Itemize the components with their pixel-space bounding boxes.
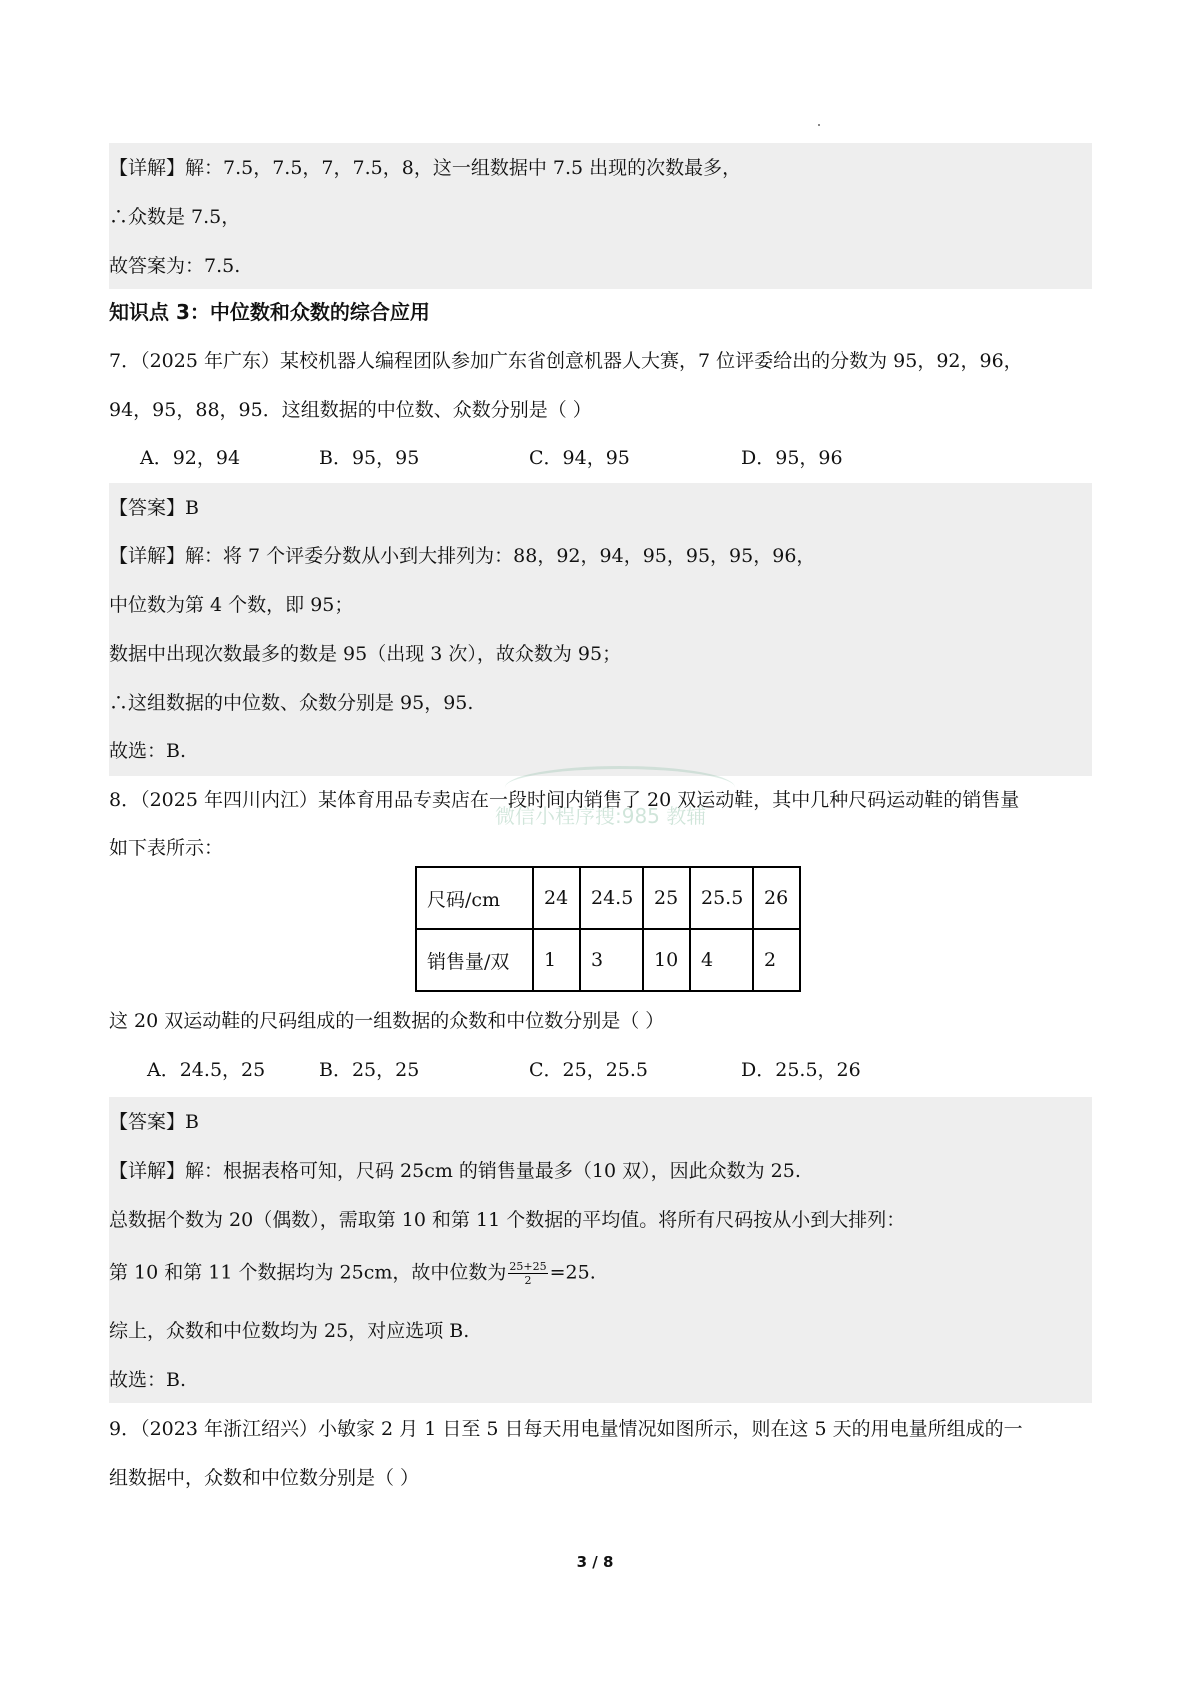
q8-stem-line3: 这 20 双运动鞋的尺码组成的一组数据的众数和中位数分别是（ ） [109, 1010, 665, 1032]
table-header-cell: 销售量/双 [416, 929, 533, 991]
fraction-numerator: 25+25 [509, 1260, 547, 1273]
q8-answer: 【答案】B [109, 1111, 199, 1133]
table-row [416, 867, 800, 929]
q6-detail-line3: 故答案为：7.5. [109, 255, 241, 277]
q7-stem-line2: 94，95，88，95．这组数据的中位数、众数分别是（ ） [109, 399, 592, 421]
q7-detail-line1: 【详解】解：将 7 个评委分数从小到大排列为：88，92，94，95，95，95，96， [109, 545, 816, 567]
q7-option-a: A．92，94 [140, 447, 241, 469]
q7-answer: 【答案】B [109, 497, 199, 519]
q8-detail-line3 [109, 1260, 596, 1287]
table-cell: 26 [753, 867, 800, 929]
q7-detail-line4: ∴这组数据的中位数、众数分别是 95，95. [109, 692, 474, 714]
table-cell: 24.5 [580, 867, 643, 929]
q8-option-c: C．25，25.5 [529, 1059, 649, 1081]
table-cell: 3 [580, 929, 643, 991]
q7-detail-line2: 中位数为第 4 个数，即 95； [109, 594, 354, 616]
q8-answer-block [109, 1097, 1092, 1403]
q9-stem-line2: 组数据中，众数和中位数分别是（ ） [109, 1467, 420, 1489]
q8-detail-line2: 总数据个数为 20（偶数），需取第 10 和第 11 个数据的平均值。将所有尺码按从小到大排列： [109, 1209, 906, 1231]
section-heading: 知识点 3：中位数和众数的综合应用 [109, 300, 430, 324]
fraction-denominator: 2 [524, 1274, 532, 1287]
table-header-cell: 尺码/cm [416, 867, 533, 929]
table-cell: 4 [690, 929, 753, 991]
q9-stem-line1: 9．（2023 年浙江绍兴）小敏家 2 月 1 日至 5 日每天用电量情况如图所示，则在这 5 天的用电量所组成的一 [109, 1418, 1023, 1440]
q8-detail-line5: 故选：B. [109, 1369, 187, 1391]
q7-detail-line5: 故选：B. [109, 740, 187, 762]
q7-detail-line3: 数据中出现次数最多的数是 95（出现 3 次），故众数为 95； [109, 643, 622, 665]
q7-stem-line1: 7．（2025 年广东）某校机器人编程团队参加广东省创意机器人大赛，7 位评委给出的分数为 95，92，96， [109, 350, 1023, 372]
q7-option-c: C．94，95 [529, 447, 630, 469]
table-row [416, 929, 800, 991]
q7-option-b: B．95，95 [319, 447, 420, 469]
q8-option-a: A．24.5，25 [147, 1059, 266, 1081]
watermark-text: 微信小程序搜:985 教辅 [495, 804, 707, 828]
table-cell: 1 [533, 929, 580, 991]
q8-detail-line3-text: 第 10 和第 11 个数据均为 25cm，故中位数为 [109, 1261, 507, 1284]
table-cell: 25.5 [690, 867, 753, 929]
shoe-size-table [415, 866, 801, 992]
stray-dot [818, 124, 820, 126]
q6-detail-line2: ∴众数是 7.5， [109, 206, 241, 228]
q8-detail-line3-result: =25. [549, 1261, 596, 1284]
q8-option-d: D．25.5，26 [741, 1059, 861, 1081]
q8-detail-line4: 综上，众数和中位数均为 25，对应选项 B. [109, 1320, 470, 1342]
q7-answer-block [109, 483, 1092, 776]
table-cell: 10 [643, 929, 690, 991]
q8-stem-line1: 8．（2025 年四川内江）某体育用品专卖店在一段时间内销售了 20 双运动鞋，其中几种尺码运动鞋的销售量 [109, 789, 1020, 811]
median-fraction [508, 1260, 547, 1287]
q8-detail-line1: 【详解】解：根据表格可知，尺码 25cm 的销售量最多（10 双），因此众数为 25. [109, 1160, 801, 1182]
q6-detail-line1: 【详解】解：7.5，7.5，7，7.5，8，这一组数据中 7.5 出现的次数最多， [109, 157, 742, 179]
q8-stem-line2: 如下表所示： [109, 837, 224, 859]
table-cell: 25 [643, 867, 690, 929]
table-cell: 24 [533, 867, 580, 929]
page-number: 3 / 8 [576, 1553, 614, 1571]
q7-option-d: D．95，96 [741, 447, 843, 469]
q8-option-b: B．25，25 [319, 1059, 420, 1081]
table-cell: 2 [753, 929, 800, 991]
